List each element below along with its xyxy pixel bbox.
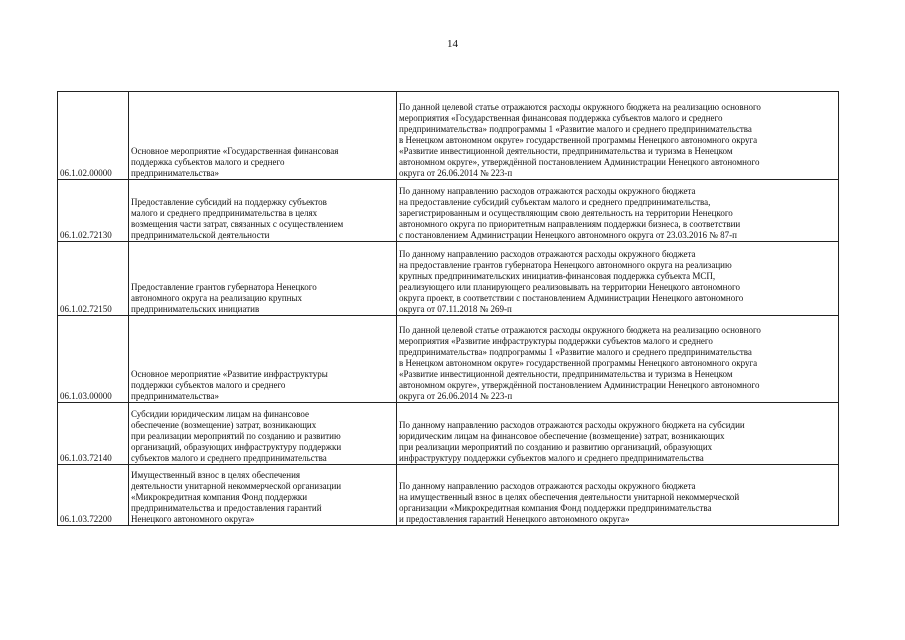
target-article-description <box>397 316 839 403</box>
table-row <box>58 316 839 403</box>
text-line: обеспечение (возмещение) затрат, возникающих <box>131 420 317 430</box>
target-article-name <box>129 242 397 316</box>
text-line: мероприятия «Государственная финансовая поддержка субъектов малого и среднего <box>399 113 723 123</box>
budget-classification-table <box>57 91 839 526</box>
text-line: Основное мероприятие «Государственная финансовая <box>131 146 339 156</box>
text-line: Ненецкого автономного округа» <box>131 514 255 524</box>
target-article-description <box>397 403 839 465</box>
text-line: Предоставление грантов губернатора Ненецкого <box>131 282 317 292</box>
text-line: инфраструктуру поддержки субъектов малого и среднего предпринимательства <box>399 453 704 463</box>
text-line: автономном округе», утверждённой постановлением Администрации Ненецкого автономного <box>399 157 760 167</box>
table-row <box>58 465 839 526</box>
target-article-description <box>397 465 839 526</box>
text-line: предпринимательской деятельности <box>131 230 270 240</box>
table-row <box>58 92 839 180</box>
table-row <box>58 403 839 465</box>
target-article-code: 06.1.03.72200 <box>58 465 129 526</box>
target-article-name <box>129 403 397 465</box>
text-line: зарегистрированным и осуществляющим свою деятельность на территории Ненецкого <box>399 208 733 218</box>
text-line: автономном округе», утверждённой постановлением Администрации Ненецкого автономного <box>399 380 760 390</box>
text-line: По данному направлению расходов отражаются расходы окружного бюджета <box>399 481 696 491</box>
text-line: деятельности унитарной некоммерческой организации <box>131 481 342 491</box>
text-line: реализующего или планирующего реализовывать на территории Ненецкого автономного <box>399 282 740 292</box>
text-line: на имущественный взнос в целях обеспечения деятельности унитарной некоммерческой <box>399 492 740 502</box>
text-line: По данной целевой статье отражаются расходы окружного бюджета на реализацию основного <box>399 325 761 335</box>
text-line: автономного округа на реализацию крупных <box>131 293 303 303</box>
text-line: малого и среднего предпринимательства в целях <box>131 208 318 218</box>
page-number: 14 <box>447 38 458 50</box>
text-line: юридическим лицам на финансовое обеспечение (возмещение) затрат, возникающих <box>399 431 725 441</box>
text-line: округа от 26.06.2014 № 223-п <box>399 168 513 178</box>
text-line: в Ненецком автономном округе» государственной программы Ненецкого автономного округа <box>399 358 758 368</box>
text-line: возмещения части затрат, связанных с осуществлением <box>131 219 344 229</box>
text-line: автономного округа по приоритетным направлениям поддержки бизнеса, в соответствии <box>399 219 741 229</box>
text-line: субъектов малого и среднего предпринимательства <box>131 453 327 463</box>
text-line: предпринимательства» <box>131 168 220 178</box>
target-article-code: 06.1.03.00000 <box>58 316 129 403</box>
target-article-code: 06.1.03.72140 <box>58 403 129 465</box>
target-article-name <box>129 180 397 242</box>
text-line: Имущественный взнос в целях обеспечения <box>131 470 301 480</box>
text-line: округа от 26.06.2014 № 223-п <box>399 391 513 401</box>
target-article-code: 06.1.02.72130 <box>58 180 129 242</box>
text-line: «Развитие инвестиционной деятельности, предпринимательства и туризма в Ненецком <box>399 146 733 156</box>
table-row <box>58 180 839 242</box>
target-article-description <box>397 242 839 316</box>
text-line: поддержка субъектов малого и среднего <box>131 157 285 167</box>
text-line: «Микрокредитная компания Фонд поддержки <box>131 492 308 502</box>
text-line: с постановлением Администрации Ненецкого автономного округа от 23.03.2016 № 87-п <box>399 230 737 240</box>
target-article-code: 06.1.02.72150 <box>58 242 129 316</box>
text-line: поддержки субъектов малого и среднего <box>131 380 286 390</box>
target-article-description <box>397 180 839 242</box>
text-line: Субсидии юридическим лицам на финансовое <box>131 409 310 419</box>
text-line: на предоставление субсидий субъектам малого и среднего предпринимательства, <box>399 197 711 207</box>
target-article-description <box>397 92 839 180</box>
text-line: предпринимательства и предоставления гарантий <box>131 503 322 513</box>
target-article-name <box>129 92 397 180</box>
text-line: «Развитие инвестиционной деятельности, предпринимательства и туризма в Ненецком <box>399 369 733 379</box>
text-line: По данному направлению расходов отражаются расходы окружного бюджета <box>399 249 696 259</box>
text-line: предпринимательства» <box>131 391 220 401</box>
text-line: Основное мероприятие «Развитие инфраструктуры <box>131 369 328 379</box>
text-line: округа проект, в соответствии с постановлением Администрации Ненецкого автономного <box>399 293 744 303</box>
text-line: в Ненецком автономном округе» государственной программы Ненецкого автономного округа <box>399 135 758 145</box>
text-line: По данной целевой статье отражаются расходы окружного бюджета на реализацию основного <box>399 102 761 112</box>
text-line: Предоставление субсидий на поддержку субъектов <box>131 197 327 207</box>
text-line: По данному направлению расходов отражаются расходы окружного бюджета на субсидии <box>399 420 745 430</box>
text-line: предпринимательства» подпрограммы 1 «Развитие малого и среднего предпринимательства <box>399 347 752 357</box>
target-article-code: 06.1.02.00000 <box>58 92 129 180</box>
text-line: мероприятия «Развитие инфраструктуры поддержки субъектов малого и среднего <box>399 336 713 346</box>
text-line: крупных предпринимательских инициатив-финансовая поддержка субъекта МСП, <box>399 271 716 281</box>
text-line: предпринимательства» подпрограммы 1 «Развитие малого и среднего предпринимательства <box>399 124 752 134</box>
text-line: при реализации мероприятий по созданию и развитию организаций, образующих <box>399 442 713 452</box>
target-article-name <box>129 465 397 526</box>
text-line: По данному направлению расходов отражаются расходы окружного бюджета <box>399 186 696 196</box>
target-article-name <box>129 316 397 403</box>
text-line: при реализации мероприятий по созданию и развитию <box>131 431 341 441</box>
text-line: организаций, образующих инфраструктуру поддержки <box>131 442 342 452</box>
text-line: предпринимательских инициатив <box>131 304 260 314</box>
text-line: организации «Микрокредитная компания Фонд поддержки предпринимательства <box>399 503 712 513</box>
text-line: и предоставления гарантий Ненецкого автономного округа» <box>399 514 630 524</box>
table-row <box>58 242 839 316</box>
text-line: на предоставление грантов губернатора Ненецкого автономного округа на реализацию <box>399 260 732 270</box>
text-line: округа от 07.11.2018 № 269-п <box>399 304 512 314</box>
